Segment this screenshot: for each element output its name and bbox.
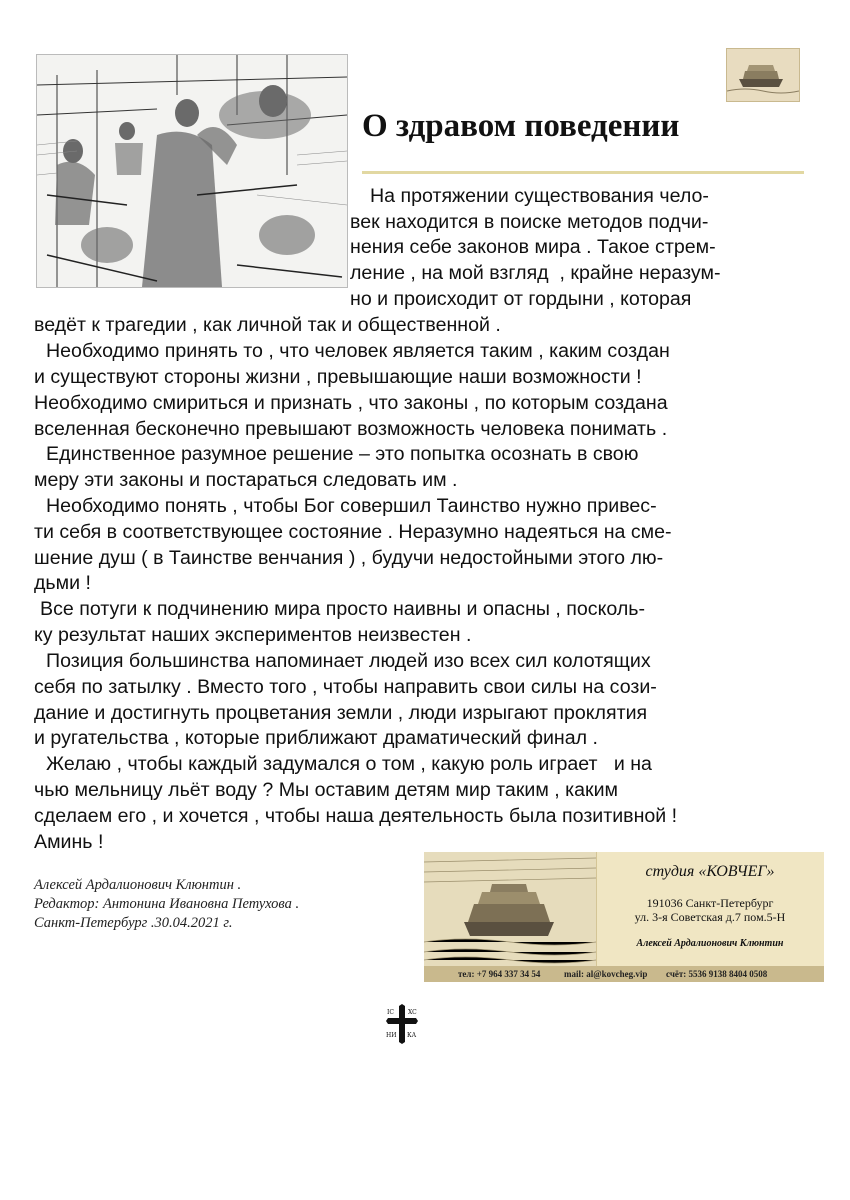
article-line: нения себе законов мира . Такое стрем-	[350, 236, 716, 258]
contact-band	[424, 966, 824, 982]
article-line: вселенная бесконечно превышают возможность человека понимать .	[34, 418, 668, 440]
article-line: дьми !	[34, 572, 91, 594]
article-line: ление , на мой взгляд , крайне неразум-	[350, 262, 721, 284]
phone-text: тел: +7 964 337 34 54	[458, 969, 541, 979]
page-title: О здравом поведении	[362, 108, 680, 144]
ark-thumbnail-image	[726, 48, 800, 102]
article-line: век находится в поиске методов подчи-	[350, 211, 709, 233]
account-text: счёт: 5536 9138 8404 0508	[666, 969, 768, 979]
title-underline	[362, 171, 804, 174]
article-line: меру эти законы и постараться следовать им .	[34, 469, 458, 491]
article-line: себя по затылку . Вместо того , чтобы направить свои силы на сози-	[34, 676, 657, 698]
article-line: Необходимо смириться и признать , что законы , по которым создана	[34, 392, 668, 414]
article-line: Необходимо понять , чтобы Бог совершил Таинство нужно привес-	[46, 495, 657, 517]
article-line: Желаю , чтобы каждый задумался о том , какую роль играет и на	[46, 753, 652, 775]
article-line: сделаем его , и хочется , чтобы наша деятельность была позитивной !	[34, 805, 678, 827]
cross-letters-br: КА	[407, 1032, 417, 1039]
article-line: и ругательства , которые приближают драматический финал .	[34, 727, 598, 749]
studio-person: Алексей Ардалионович Клюнтин	[636, 938, 784, 949]
ark-card-image	[424, 852, 597, 966]
article-line: ти себя в соответствующее состояние . Неразумно надеяться на сме-	[34, 521, 672, 543]
noah-engraving-image	[36, 54, 348, 288]
editor-credit: Редактор: Антонина Ивановна Петухова .	[34, 896, 300, 912]
article-line: На протяжении существования чело-	[370, 185, 709, 207]
cross-letters-tl: IC	[387, 1009, 394, 1016]
article-line: чью мельницу льёт воду ? Мы оставим детям мир таким , каким	[34, 779, 619, 801]
article-line: и существуют стороны жизни , превышающие наши возможности !	[34, 366, 642, 388]
article-line: ведёт к трагедии , как личной так и общественной .	[34, 314, 501, 336]
article-line: шение душ ( в Таинстве венчания ) , будучи недостойными этого лю-	[34, 547, 664, 569]
article-line: Аминь !	[34, 831, 104, 853]
article-line: дание и достигнуть процветания земли , люди изрыгают проклятия	[34, 702, 648, 724]
studio-street: ул. 3-я Советская д.7 пом.5-Н	[634, 910, 786, 924]
cross-letters-tr: XC	[408, 1009, 417, 1016]
email-link[interactable]: mail: al@kovcheg.vip	[564, 969, 648, 979]
studio-address	[610, 896, 810, 924]
author-credit: Алексей Ардалионович Клюнтин .	[34, 877, 242, 893]
studio-postal: 191036 Санкт-Петербург	[646, 896, 774, 910]
studio-card	[424, 852, 824, 982]
article-line: Единственное разумное решение – это попытка осознать в свою	[46, 443, 639, 465]
article-line: ку результат наших экспериментов неизвестен .	[34, 624, 472, 646]
article-line: Позиция большинства напоминает людей изо всех сил колотящих	[46, 650, 651, 672]
studio-name: студия «КОВЧЕГ»	[645, 863, 775, 880]
credits-block	[34, 876, 299, 933]
cross-icon	[384, 1004, 420, 1044]
article-line: Все потуги к подчинению мира просто наивны и опасны , посколь-	[40, 598, 646, 620]
article-line: но и происходит от гордыни , которая	[350, 288, 692, 310]
cross-letters-bl: НИ	[386, 1032, 397, 1039]
place-date-credit: Санкт-Петербург .30.04.2021 г.	[34, 915, 233, 931]
article-line: Необходимо принять то , что человек является таким , каким создан	[46, 340, 670, 362]
